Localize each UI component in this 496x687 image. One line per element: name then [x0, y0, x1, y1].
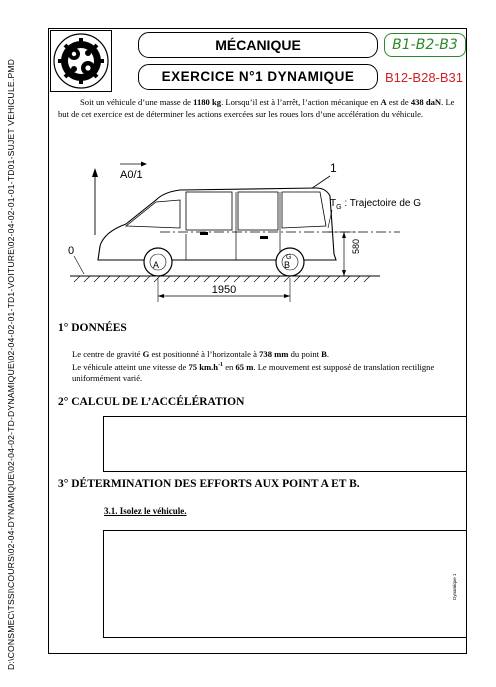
middle-side-window — [238, 192, 278, 230]
gear-logo — [50, 30, 112, 92]
footer-label: Dynamique 1 — [452, 573, 457, 600]
file-path: D:\CONSMEC\TSSI\COURS\02-04-DYNAMIQUE\02-04-02-TD-DYNAMIQUE\02-04-02-01-TD1-VOITURE\02-04-02-01-01-TD01-SUJET VEHICULE.PMD — [6, 58, 16, 670]
acceleration-answer-box[interactable] — [103, 416, 467, 472]
section-1-title: 1° DONNÉES — [58, 322, 127, 334]
isolation-answer-box[interactable] — [103, 530, 467, 638]
intro-paragraph: Soit un véhicule d’une masse de 1180 kg. Lorsqu’il est à l’arrêt, l’action mécanique en A est de 438 daN. Le but de cet exercice est de déterminer les actions exercées sur les roues lors d’une accélération du véhicule. — [58, 97, 455, 119]
length-dimension: 1950 — [211, 284, 237, 296]
rear-side-window — [282, 192, 326, 228]
section-3-title: 3° DÉTERMINATION DES EFFORTS AUX POINT A ET B. — [58, 478, 360, 490]
trajectory-label: $T_G$ : Trajectoire de G — [330, 198, 422, 211]
body-label: 1 — [330, 161, 337, 175]
ground-hatching — [74, 276, 370, 282]
force-label: A0/1 — [120, 169, 143, 181]
data-line-2: Le véhicule atteint une vitesse de 75 $km.h^{-1}$ en 65 m. Le mouvement est supposé de translation rectiligne uniformément varié. — [72, 361, 435, 383]
force-arrow-head — [92, 168, 98, 177]
level-badge: B1-B2-B3 — [384, 33, 466, 57]
windshield — [126, 200, 180, 228]
exercise-title: EXERCICE N°1 DYNAMIQUE — [138, 64, 378, 90]
point-a-label: A — [153, 260, 160, 270]
front-side-window — [186, 192, 232, 230]
vehicle-drawing — [60, 150, 460, 310]
height-dimension: 580 — [351, 238, 361, 254]
point-b-label: B — [284, 260, 291, 270]
data-line-1: Le centre de gravité G est positionné à l’horizontale à 738 mm du point B. — [72, 349, 330, 359]
subsection-3-1: 3.1. Isolez le véhicule. — [104, 506, 187, 516]
ground-label: 0 — [68, 245, 75, 257]
reference-codes: B12-B28-B31 — [384, 70, 464, 85]
section-2-title: 2° CALCUL DE L’ACCÉLÉRATION — [58, 396, 245, 408]
page-title: MÉCANIQUE — [138, 32, 378, 58]
point-g-label: G — [286, 254, 292, 261]
